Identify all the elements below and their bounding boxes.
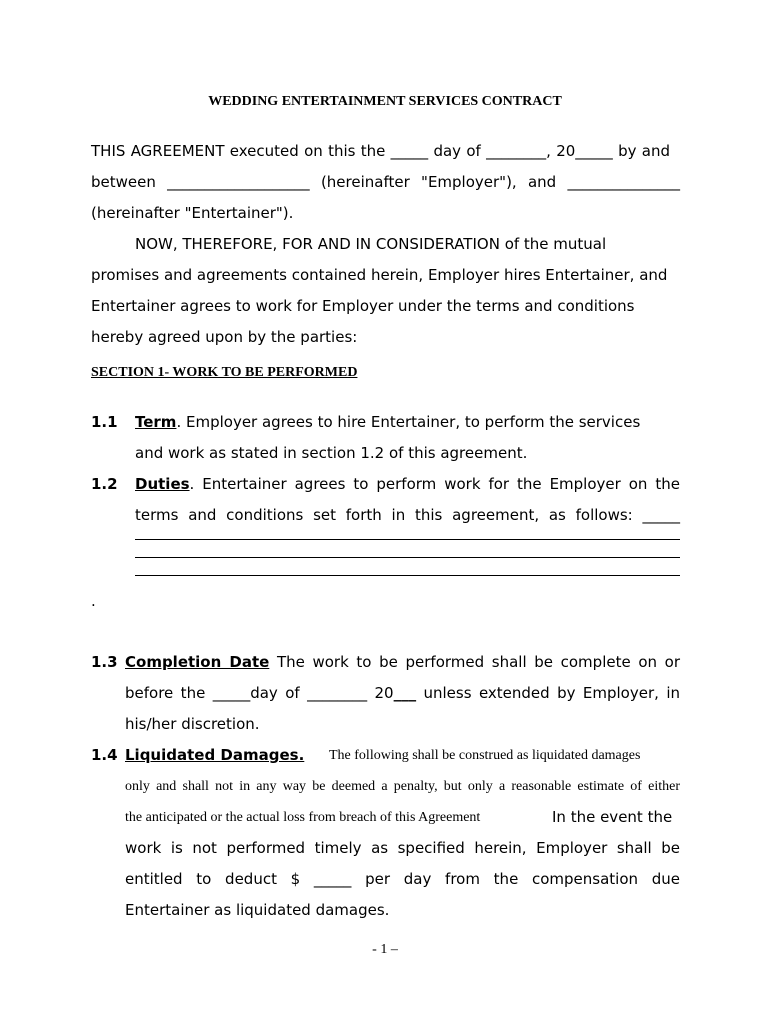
clause-1-4-line-2: only and shall not in any way be deemed a penalty, but only a reasonable estimate of either <box>125 779 680 794</box>
clause-1-4-line-4: work is not performed timely as specified herein, Employer shall be <box>125 839 680 857</box>
intro-line-1: THIS AGREEMENT executed on this the _____ day of ________, 20_____ by and <box>91 142 670 160</box>
intro-line-2: between ___________________ (hereinafter "Employer"), and _______________ <box>91 173 680 191</box>
clause-1-3-line-1 <box>125 653 680 671</box>
clause-1-3-line-3: his/her discretion. <box>125 715 260 733</box>
clause-1-2-line-1 <box>135 475 680 493</box>
clause-1-1-text: . Employer agrees to hire Entertainer, to perform the services <box>176 413 641 431</box>
clause-1-3-year-blank: ___ <box>393 684 417 702</box>
clause-1-1-line-1 <box>135 413 640 431</box>
clause-1-4-line-3-b: In the event the <box>552 808 673 826</box>
clause-1-2-term: Duties <box>135 475 190 493</box>
document-title: WEDDING ENTERTAINMENT SERVICES CONTRACT <box>208 94 562 109</box>
clause-1-1-number: 1.1 <box>91 413 118 431</box>
clause-1-4-line-5: entitled to deduct $ _____ per day from the compensation due <box>125 870 680 888</box>
clause-1-3-term: Completion Date <box>125 653 270 671</box>
intro-line-6: Entertainer agrees to work for Employer under the terms and conditions <box>91 297 635 315</box>
section-1-heading: SECTION 1- WORK TO BE PERFORMED <box>91 365 358 380</box>
page-number: - 1 – <box>372 942 398 957</box>
clause-1-3-number: 1.3 <box>91 653 118 671</box>
clause-1-3-line-2-a: before the _____day of ________ 20 <box>125 684 394 702</box>
clause-1-3-line-2 <box>125 684 680 702</box>
clause-1-4-line-6: Entertainer as liquidated damages. <box>125 901 390 919</box>
stray-period: . <box>91 592 96 610</box>
intro-line-4: NOW, THEREFORE, FOR AND IN CONSIDERATION of the mutual <box>135 235 607 253</box>
clause-1-2-line-2: terms and conditions set forth in this agreement, as follows: _____ <box>135 506 680 524</box>
clause-1-3-line-2-b: unless extended by Employer, in <box>416 684 680 702</box>
fill-in-line-2 <box>135 557 680 558</box>
fill-in-line-1 <box>135 539 680 540</box>
clause-1-3-text: The work to be performed shall be complete on or <box>269 653 680 671</box>
clause-1-2-number: 1.2 <box>91 475 118 493</box>
intro-line-7: hereby agreed upon by the parties: <box>91 328 358 346</box>
clause-1-4-line-1: The following shall be construed as liquidated damages <box>329 748 641 763</box>
clause-1-1-term: Term <box>135 413 177 431</box>
clause-1-2-text: . Entertainer agrees to perform work for the Employer on the <box>189 475 680 493</box>
clause-1-4-line-3-a: the anticipated or the actual loss from breach of this Agreement <box>125 810 481 825</box>
intro-line-3: (hereinafter "Entertainer"). <box>91 204 294 222</box>
clause-1-1-line-2: and work as stated in section 1.2 of this agreement. <box>135 444 528 462</box>
clause-1-4-number: 1.4 <box>91 746 118 764</box>
fill-in-line-3 <box>135 575 680 576</box>
intro-line-5: promises and agreements contained herein, Employer hires Entertainer, and <box>91 266 668 284</box>
clause-1-4-term: Liquidated Damages. <box>125 746 305 764</box>
